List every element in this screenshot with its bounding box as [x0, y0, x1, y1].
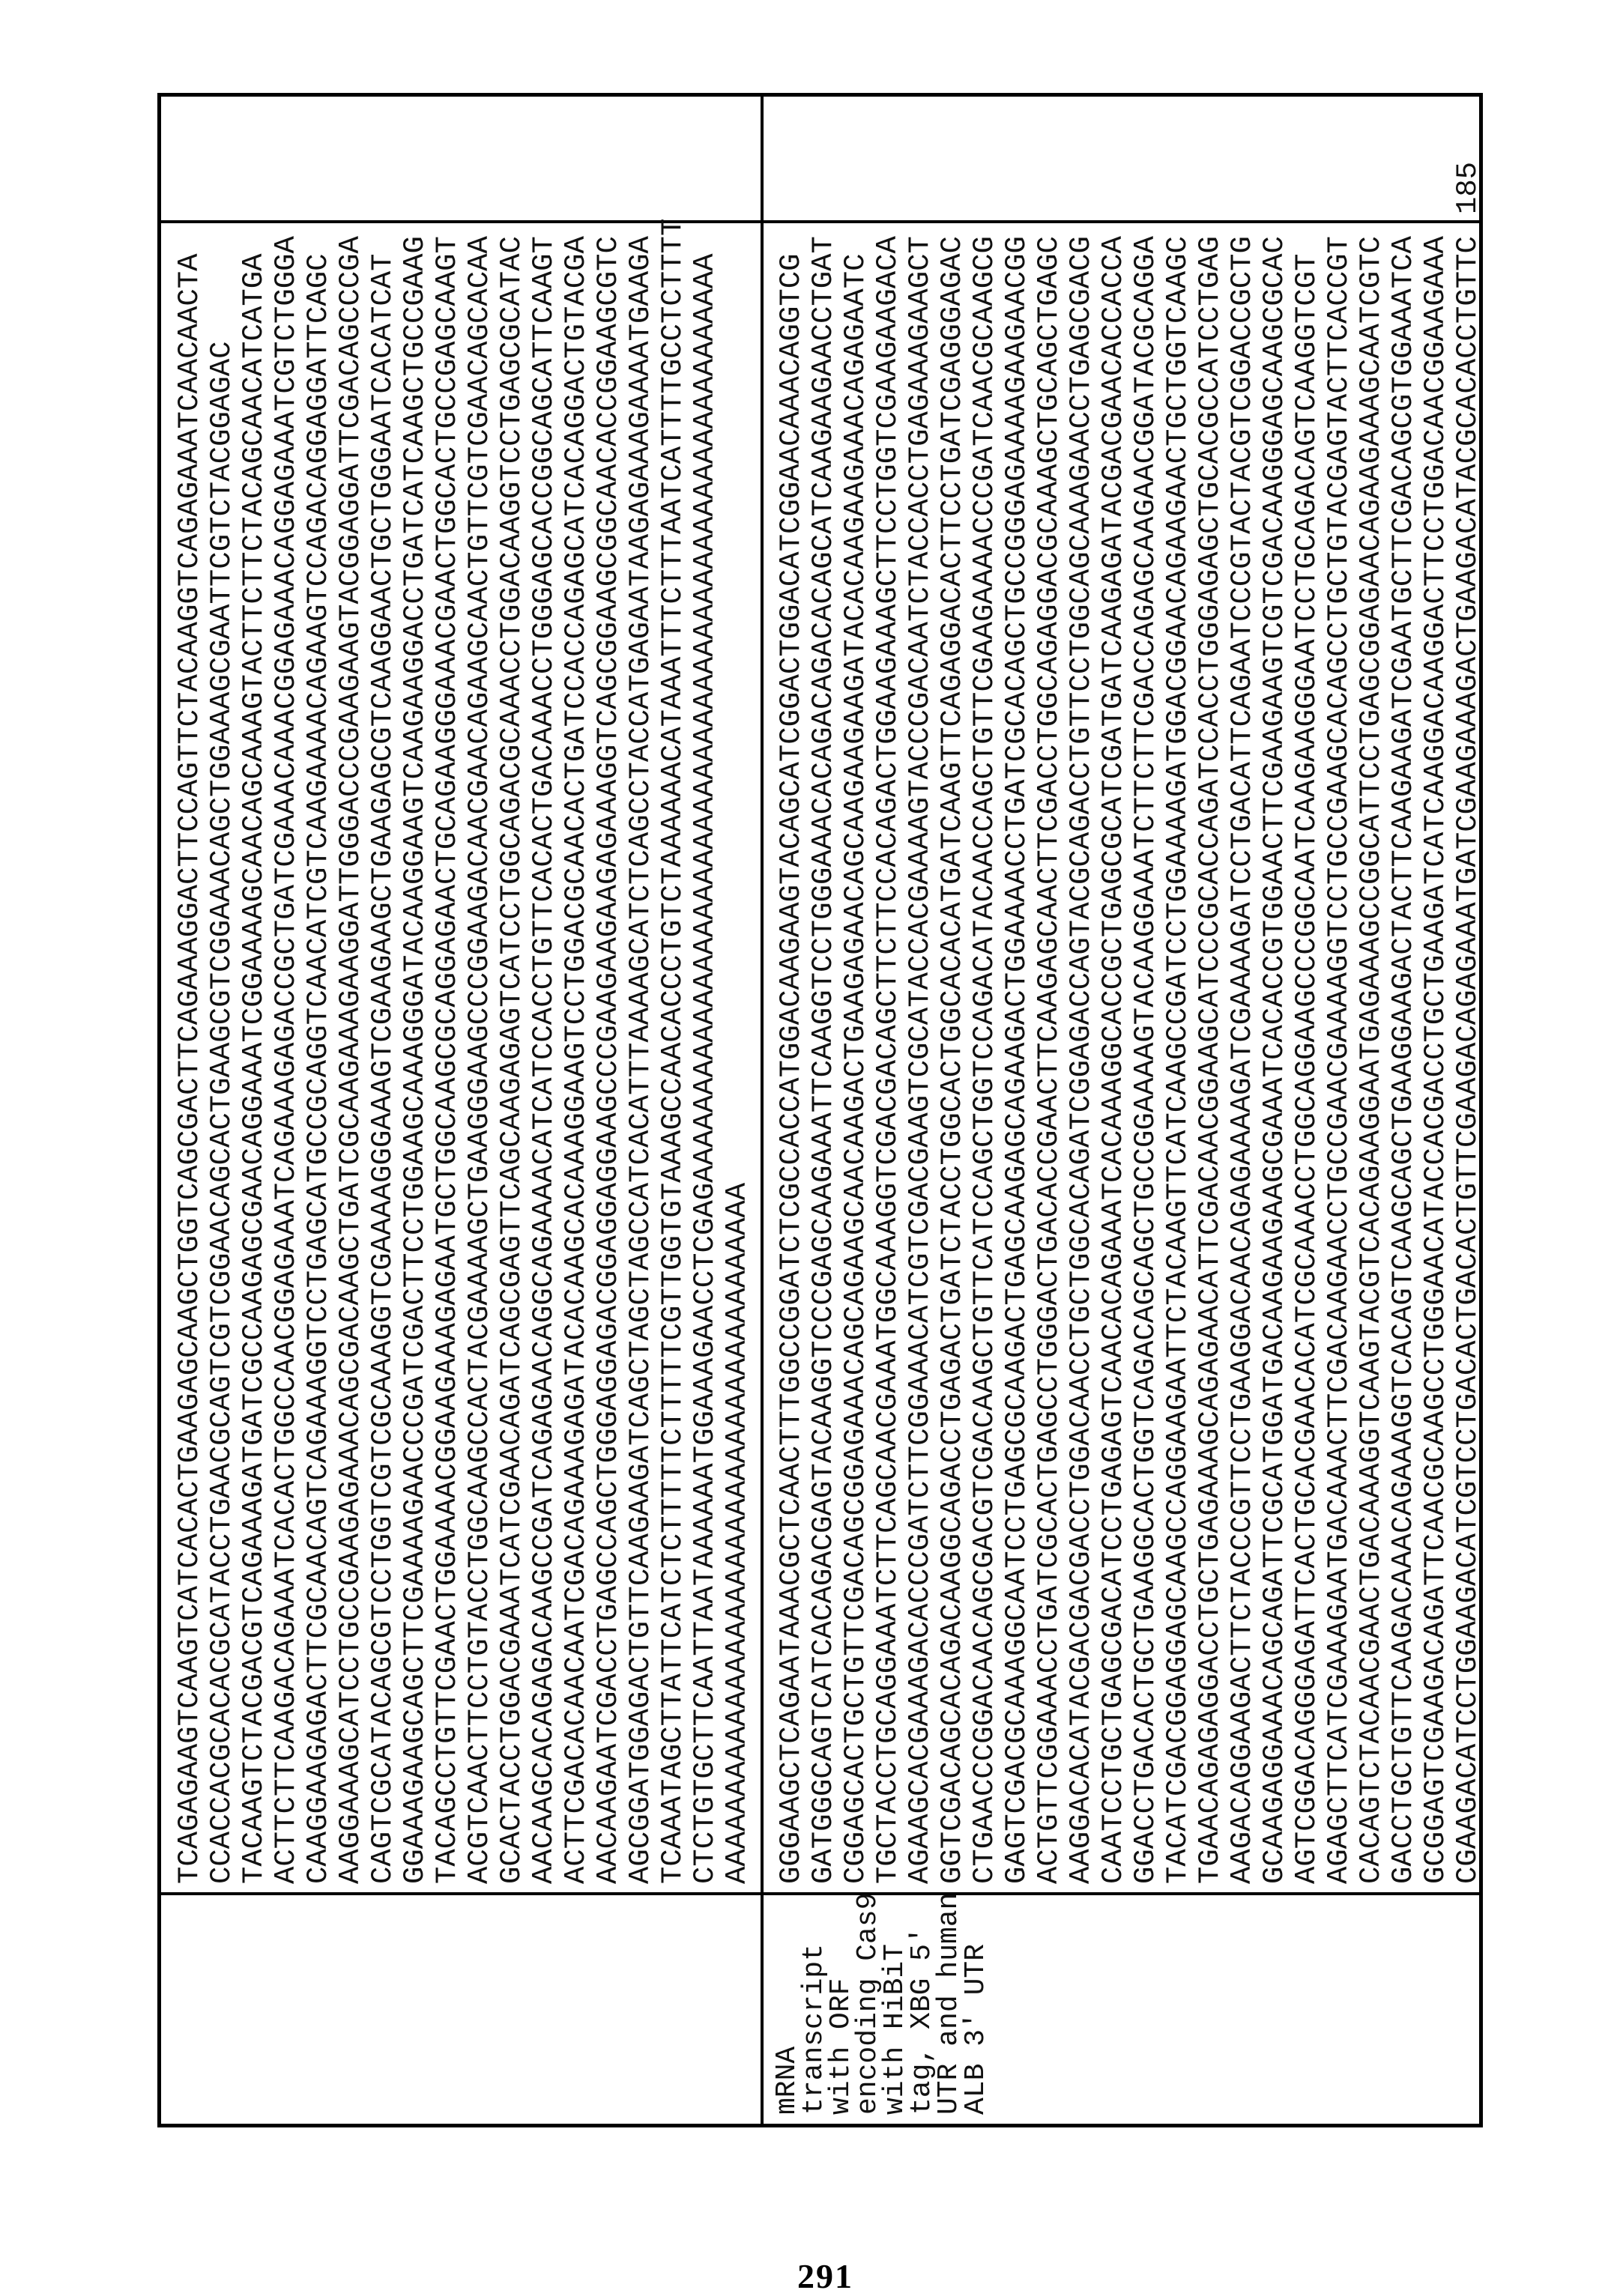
sequence-block-row2: GGGAAGCTCAGAATAAACGCTCAACTTTGGCCGGATCTCGCCACCATGGACAAGAAGTACAGCATCGGACTGGACATCGGAACAAACAGGTCG GATGGGCAGTCATCACAGACGAGTACAAGGTCCCGAGCAAGAAATTCAAGGTCCTGGGAAACACAGACAGACACAGCATCAAGAAGAACCTGAT CGGAGCACTGCTGTTCGACAGCGGAGAAACAGCAGAAGCAACAAGACTGAAGAGAACAGCAAGAAGAAGATACACAAGAAGAAACAGAGAATC TGCTACCTGCAGGAAATCTTCAGCAACGAAATGGCAAAGGTCGACGACAGCTTCTTCCACAGACTGGAAGAAAGCTTCCTGGTCGAAGAAGACA AGAAGCACGAAAGACACCCGATCTTCGGAAACATCGTCGACGAAGTCGCATACCACGAAAAGTACCCGACAATCTACCACCTGAGAAAGAAGCT GGTCGACAGCACAGACAAGGCAGACCTGAGACTGATCTACCTGGCACTGGCACACATGATCAAGTTCAGAGGACACTTCCTGATCGAGGGAGAC CTGAACCCGGACAACAGCGACGTCGACAAGCTGTTCATCCAGCTGGTCCAGACATACAACCAGCTGTTCGAAGAAAACCCGATCAACGCAAGCG GAGTCGACGCAAAGGCAATCCTGAGCGCAAGACTGAGCAAGAGCAGAAGACTGGAAAACCTGATCGCACAGCTGCCGGGAGAAAAGAAGAACGG ACTGTTCGGAAACCTGATCGCACTGAGCCTGGGACTGACACCGAACTTCAAGAGCAACTTCGACCTGGCAGAGGACGCAAAGCTGCAGCTGAGC AAGGACACATACGACGACGACCTGGACAACCTGCTGGCACAGATCGGAGACCAGTACGCAGACCTGTTCCTGGCAGCAAAGAACCTGAGCGACG CAATCCTGCTGAGCGACATCCTGAGAGTCAACACAGAAATCACAAAGGCACCGCTGAGCGCATCGATGATCAAGAGATACGACGAACACCACCA GGACCTGACACTGCTGAAGGCACTGGTCAGACAGCAGCTGCCGGAAAAGTACAAGGAAATCTTCTTCGACCAGAGCAAGAACGGATACGCAGGA TACATCGACGGAGGAGCAAGCCAGGAAGAATTCTACAAGTTCATCAAGCCGATCCTGGAAAAGATGGACGGAACAGAAGAACTGCTGGTCAAGC TGAACAGAGAGGACCTGCTGAGAAAGCAGAGAACATTCGACAACGGAAGCATCCCGCACCAGATCCACCTGGGAGAGCTGCACGCCATCCTGAG AAGACAGGAAGACTTCTACCCGTTCCTGAAGGACAACAGAGAAAAGATCGAAAAGATCCTGACATTCAGAATCCCGTACTACGTCGGACCGCTG GCAAGAGGAAACAGCAGATTCGCATGGATGACAAGAAGAAGCGAAATCACACCGTGGAACTTCGAAGAAGTCGTCGACAAGGGAGCAAGCGCAC AGTCGGACAGGGAGATTCACTGCACGAACACATCGCAAACCTGGCAGGAAGCCCGGCAATCAAGAAGGGAATCCTGCAGACAGTCAAGGTCGT AGAGCTTCATCGAAAGAATGACAAACTTCGACAAGAACCTGCCGAACGAAAAGGTCCTGCCGAAGCACAGCCTGCTGTACGAGTACTTCACCGT CACAGTCTACAACGAACTGACAAAGGTCAAGTACGTCACAGAAGGAATGAGAAAGCCGGCATTCCTGAGCGGAGAACAGAAGAAAGCAATCGTC GACCTGCTGTTCAAGACAAACAGAAAGGTCACAGTCAAGCAGCTGAAGGAAGACTACTTCAAGAAGATCGAATGCTTCGACAGCGTGGAAATCA GCGGAGTCGAAGACAGATTCAACGCAAGCCTGGGAACATACCACGACCTGCTGAAGATCATCAAGGACAAGGACTTCCTGGACAACGGAAGAAA CGAAGACATCCTGGAAGACATCGTCCTGACACTGACACTGTTCGAAGACAGAGAAATGATCGAAGAAAGACTGAAGACATACGCACACCTGTTC [775, 236, 1484, 1884]
table-row-divider [761, 97, 764, 2124]
sequence-listing-table [157, 93, 1483, 2127]
sequence-block-row1: TCAGAGAAGTCAAGTCATCACACTGAAGAGCAAGCTGGTCAGCGACTTCAGAAAGGACTTCCAGTTCTACAAGGTCAGAGAAATCAACAACTA CCACCACGCACACGCATACCTGAACGCAGTCGTCGGAACAGCACTGAAGCGTCGGAAACAGCTGGAAAGCGAATTCGTCTACGGAGAC TACAAGTCTACGACGTCAGAAAGATGATCGCCAAGAGCGAACAGGAAATCGGAAAAGCAACAGCAAAGTACTTCTTCTACAGCAACATCATGA ACTTCTTCAAGACAGAAATCACACTGGCCAACGGAGAAATCAGAAAGAGACCGCTGATCGAAACAAACGGAGAAACAGGAGAAATCGTCTGGGA CAAGGAAGAGACTTCGCAACAGTCAGAAAGGTCCTGAGCATGCCGCAGGTCAACATCGTCAAGAAAACAGAAGTCCAGACAGGAGGATTCAGC AAGGAAAGCATCCTGCCGAAGAGAAACAGCGACAAGCTGATCGCAAGAAAGAAGGATTGGGACCCGAAGAAGTACGGAGGATTCGACAGCCCGA CAGTCGCATACAGCGTCCTGGTCGTCGCAAAGGTCGAAAAGGGAAAGTCGAAGAAGCTGAAGAGCGTCAAGGAACTGCTGGGAATCACATCAT GGAAAGAAGCAGCTTCGAAAAGAACCCGATCGACTTCCTGGAAGCAAAGGGATACAAGGAAGTCAAGAAGGACCTGATCATCAAGCTGCCGAAG TACAGCCTGTTCGAACTGGAAAACGGAAGAAAGAGAATGCTGGCAAGCGCAGGAGAACTGCAGAAGGGAAACGAACTGGCACTGCCGAGCAAGT ACGTCAACTTCCTGTACCTGGCAAGCCACTACGAAAAGCTGAAGGGAAGCCCGGAAGACAACGAACAGAAGCAACTGTTCGTCGAACAGCACAA GCACTACCTGGACGAAATCATCGAACAGATCAGCGAGTTCAGCAAGAGAGTCATCCTGGCAGACGCAAACCTGGACAAGGTCCTGAGCGCATAC AACAAGCACAGAGACAAGCCGATCAGAGAACAGGCAGAAAACATCATCCACCTGTTCACACTGACAAACCTGGGAGCACCGGCAGCATTCAAGT ACTTCGACACAACAATCGACAGAAAGAGATACACAAGCACAAAGGAAGTCCTGGACGCAACACTGATCCACCAGAGCATCACAGGACTGTACGA AACAAGAATCGACCTGAGCCAGCTGGGAGGAGACGGAGGAGGAAGCCCGAAGAAGAAGAGAAAGGTCAGCGGAAGCGGCAACACCGGAAGCGTC AGCGGATGGAGACTGTTCAAGAAGATCAGCTAGCTAGCCATCACATTTAAAAGCATCTCAGCCTACCATGAGAATAAGAGAAAGAAAATGAAGA TCAAATAGCTTATTCATCTCTTTTTCTTTTTCGTTGGTGTAAAGCCAACACCCTGTCTAAAAAACATAAATTTCTTTAATCATTTTGCCTCTTTT CTCTGTGCTTCAATTAATAAAAAATGGAAAGAACCTCGAGAAAAAAAAAAAAAAAAAAAAAAAAAAAAAAAAAAAAAAAAAAAAAAAAAAAAA AAAAAAAAAAAAAAAAAAAAAAAAAAAAAAAAAAAAAAAA [173, 218, 754, 1884]
description-label: mRNA transcript with ORF encoding Cas9 with HiBiT tag, XBG 5' UTR and human ALB 3' UTR [771, 1892, 992, 2115]
seq-id-number: 185 [1451, 161, 1484, 214]
page-number: 291 [797, 2257, 853, 2295]
